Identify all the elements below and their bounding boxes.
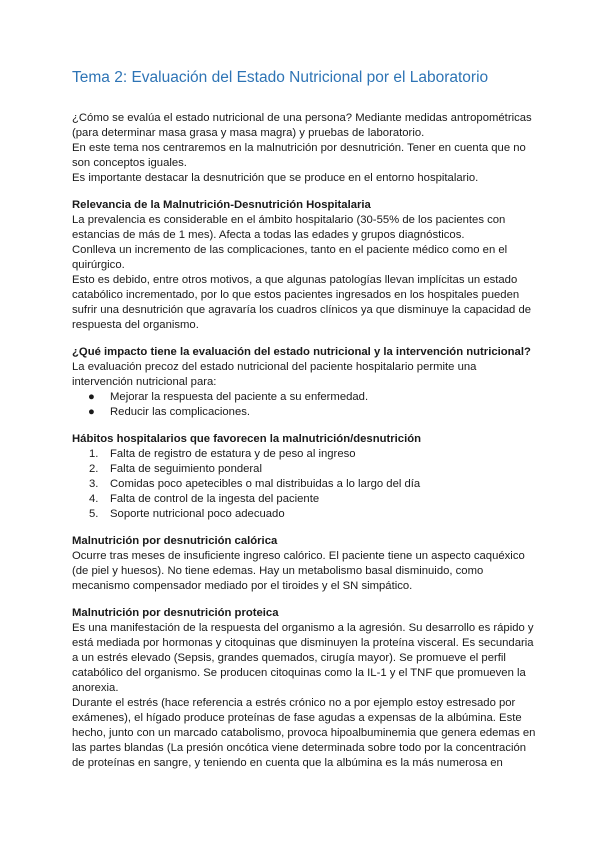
- section-heading: ¿Qué impacto tiene la evaluación del estado nutricional y la intervención nutricional?: [72, 346, 531, 358]
- bullet-icon: ●: [88, 391, 95, 403]
- calorica-section: [72, 534, 540, 594]
- list-item: 4. Falta de control de la ingesta del paciente: [89, 493, 320, 505]
- body-paragraph: La evaluación precoz del estado nutricional del paciente hospitalario permite una intervención nutricional para:: [72, 361, 477, 388]
- list-item: 5. Soporte nutricional poco adecuado: [89, 508, 285, 520]
- list-item: ● Reducir las complicaciones.: [88, 406, 251, 418]
- list-item: ● Mejorar la respuesta del paciente a su enfermedad.: [88, 391, 369, 403]
- proteica-section: [72, 606, 540, 771]
- body-paragraph: La prevalencia es considerable en el ámbito hospitalario (30-55% de los pacientes con estancias de más de 1 mes). Afecta a todas las edades y grupos diagnósticos.: [72, 214, 506, 241]
- bullet-list: [72, 390, 540, 420]
- relevancia-section: [72, 198, 540, 333]
- list-item: 3. Comidas poco apetecibles o mal distribuidas a lo largo del día: [89, 478, 421, 490]
- impacto-section: [72, 345, 540, 420]
- list-item: 1. Falta de registro de estatura y de peso al ingreso: [89, 448, 356, 460]
- section-heading: Relevancia de la Malnutrición-Desnutrición Hospitalaria: [72, 199, 371, 211]
- intro-paragraph: Es importante destacar la desnutrición que se produce en el entorno hospitalario.: [72, 172, 479, 184]
- body-paragraph: Esto es debido, entre otros motivos, a que algunas patologías llevan implícitas un estado catabólico incrementado, por lo que estos pacientes ingresados en los hospitales pueden sufrir una desnutrición que agravaría los cuadros clínicos ya que disminuye la capacidad de respuesta del organismo.: [72, 274, 532, 331]
- section-heading: Malnutrición por desnutrición proteica: [72, 607, 279, 619]
- intro-section: [72, 111, 540, 186]
- body-paragraph: Ocurre tras meses de insuficiente ingreso calórico. El paciente tiene un aspecto caquéxico (de piel y huesos). No tiene edemas. Hay un metabolismo basal disminuido, como mecanismo compensador mediado por el tiroides y el SN simpático.: [72, 550, 525, 592]
- intro-paragraph: ¿Cómo se evalúa el estado nutricional de una persona? Mediante medidas antropométricas (para determinar masa grasa y masa magra) y pruebas de laboratorio.: [72, 112, 532, 139]
- bullet-icon: ●: [88, 406, 95, 418]
- list-item: 2. Falta de seguimiento ponderal: [89, 463, 262, 475]
- body-paragraph: Durante el estrés (hace referencia a estrés crónico no a por ejemplo estoy estresado por exámenes), el hígado produce proteínas de fase agudas a expensas de la albúmina. Este hecho, junto con un marcado catabolismo, provoca hipoalbuminemia que genera edemas en las partes blandas (La presión oncótica viene determinada sobre todo por la concentración de proteínas en sangre, y teniendo en cuenta que la albúmina es la más numerosa en: [72, 697, 536, 769]
- section-heading: Hábitos hospitalarios que favorecen la malnutrición/desnutrición: [72, 433, 422, 445]
- habitos-section: [72, 432, 540, 522]
- section-heading: Malnutrición por desnutrición calórica: [72, 535, 278, 547]
- body-paragraph: Conlleva un incremento de las complicaciones, tanto en el paciente médico como en el quirúrgico.: [72, 244, 508, 271]
- page-title: Tema 2: Evaluación del Estado Nutricional por el Laboratorio: [72, 69, 489, 86]
- intro-paragraph: En este tema nos centraremos en la malnutrición por desnutrición. Tener en cuenta que no son conceptos iguales.: [72, 142, 526, 169]
- body-paragraph: Es una manifestación de la respuesta del organismo a la agresión. Su desarrollo es rápido y está mediada por hormonas y citoquinas que disminuyen la proteína visceral. Es secundaria a un estrés elevado (Sepsis, grandes quemados, cirugía mayor). Se promueve el perfil catabólico del organismo. Se producen citoquinas como la IL-1 y el TNF que promueven la anorexia.: [72, 622, 534, 694]
- numbered-list: [72, 447, 540, 522]
